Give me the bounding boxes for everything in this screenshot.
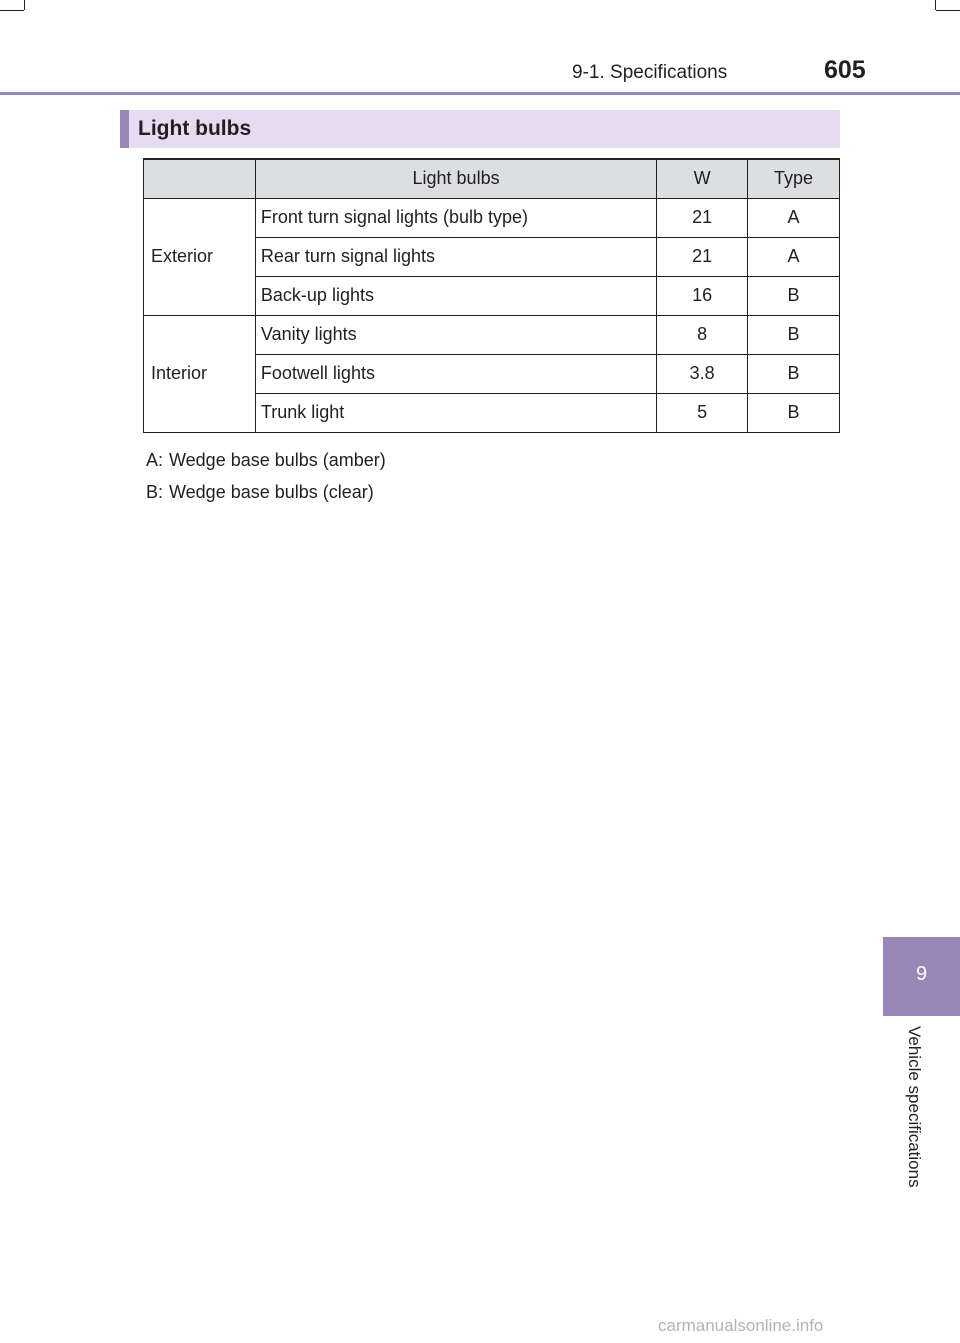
column-header-group [144, 159, 256, 198]
note-item [140, 476, 386, 508]
bulb-watts: 8 [657, 315, 748, 354]
section-title: Light bulbs [138, 117, 252, 140]
bulb-type: B [748, 354, 840, 393]
column-header-watts: W [657, 159, 748, 198]
header-section-title: 9-1. Specifications [572, 62, 728, 83]
table-row [144, 315, 840, 354]
note-key: B: [145, 481, 163, 502]
group-exterior: Exterior [144, 198, 256, 315]
bulb-name: Rear turn signal lights [255, 237, 656, 276]
bulb-type: B [748, 315, 840, 354]
bulb-type: B [748, 393, 840, 432]
watermark: carmanualsonline.info [658, 1316, 824, 1335]
bulb-watts: 5 [657, 393, 748, 432]
bulb-name: Footwell lights [255, 354, 656, 393]
note-text: Wedge base bulbs (amber) [169, 449, 386, 470]
column-header-bulb: Light bulbs [255, 159, 656, 198]
note-item [140, 444, 386, 476]
chapter-label [900, 1026, 924, 1216]
bulb-watts: 21 [657, 198, 748, 237]
bulb-watts: 16 [657, 276, 748, 315]
chapter-label-text: Vehicle specifications [905, 1026, 924, 1188]
bulb-name: Back-up lights [255, 276, 656, 315]
note-key: A: [145, 449, 163, 470]
table-row [144, 198, 840, 237]
bulb-type: B [748, 276, 840, 315]
table-notes [140, 444, 386, 508]
note-text: Wedge base bulbs (clear) [169, 481, 374, 502]
bulb-watts: 21 [657, 237, 748, 276]
page-header [0, 0, 960, 96]
bulb-type: A [748, 198, 840, 237]
chapter-number: 9 [915, 963, 928, 985]
chapter-tab [883, 937, 960, 1016]
header-rule [0, 92, 960, 95]
bulb-name: Trunk light [255, 393, 656, 432]
table-header-row [144, 159, 840, 198]
bulb-name: Front turn signal lights (bulb type) [255, 198, 656, 237]
page-number: 605 [824, 56, 866, 84]
light-bulbs-table [143, 158, 840, 433]
bulb-type: A [748, 237, 840, 276]
bulb-watts: 3.8 [657, 354, 748, 393]
column-header-type: Type [748, 159, 840, 198]
section-heading-bar [120, 110, 840, 148]
bulb-name: Vanity lights [255, 315, 656, 354]
group-interior: Interior [144, 315, 256, 432]
